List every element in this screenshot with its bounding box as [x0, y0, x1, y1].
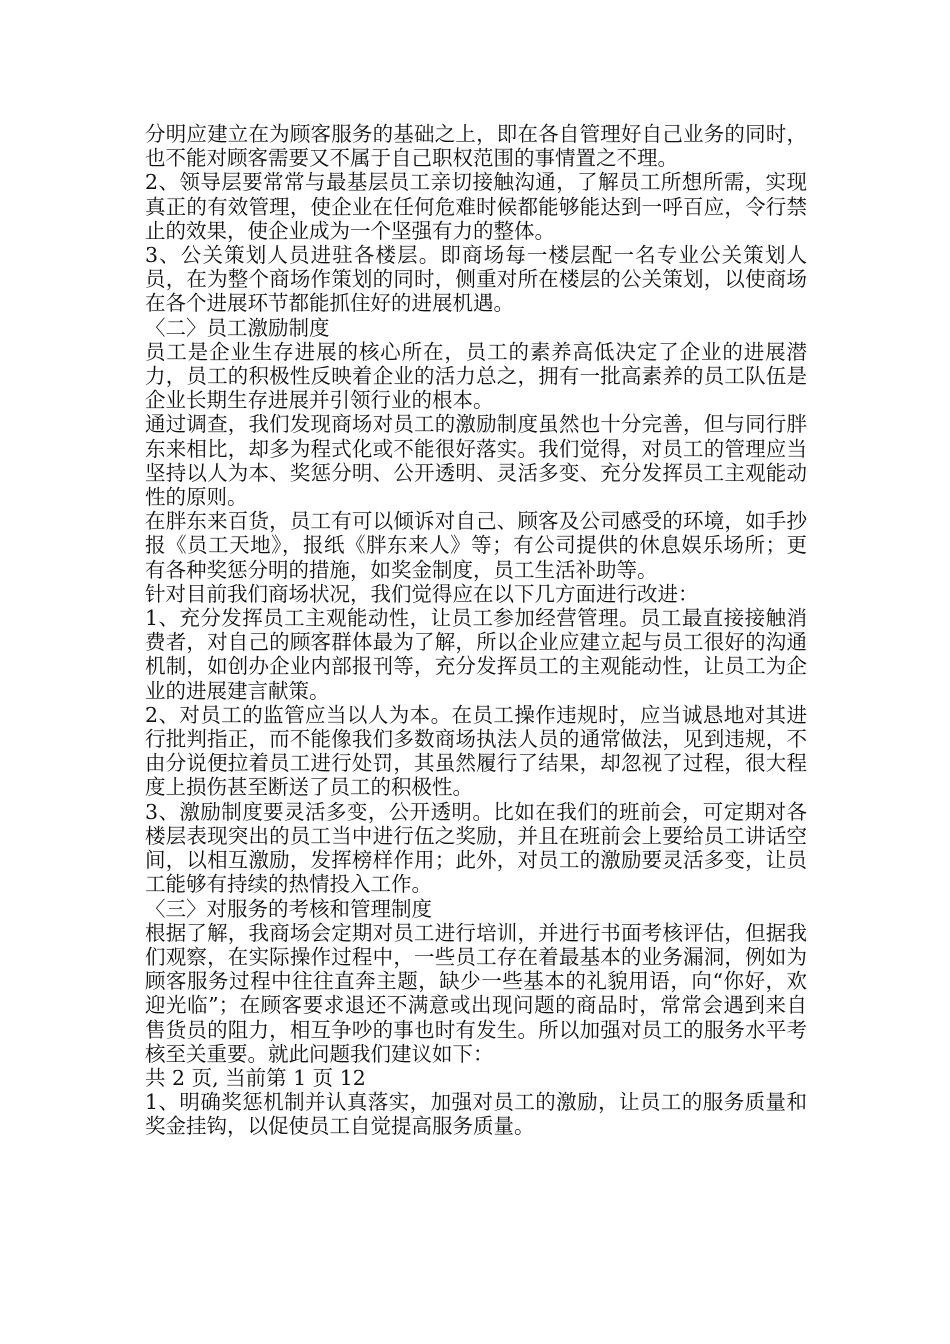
paragraph: 1、明确奖惩机制并认真落实，加强对员工的激励，让员工的服务质量和奖金挂钩，以促使员工自觉提高服务质量。	[145, 1090, 807, 1139]
page-indicator: 共 2 页, 当前第 1 页 12	[145, 1065, 366, 1090]
paragraph: 3、激励制度要灵活多变，公开透明。比如在我们的班前会，可定期对各楼层表现突出的员工当中进行伍之奖励，并且在班前会上要给员工讲话空间，以相互激励，发挥榜样作用；此外，对员工的激励要灵活多变，让员工能够有持续的热情投入工作。	[145, 799, 807, 897]
paragraph: 分明应建立在为顾客服务的基础之上，即在各自管理好自己业务的同时，也不能对顾客需要又不属于自己职权范围的事情置之不理。	[145, 122, 807, 171]
paragraph: 2、领导层要常常与最基层员工亲切接触沟通，了解员工所想所需，实现真正的有效管理，使企业在任何危难时候都能够能达到一呼百应，令行禁止的效果，使企业成为一个坚强有力的整体。	[145, 170, 807, 243]
paragraph: 员工是企业生存进展的核心所在，员工的素养高低决定了企业的进展潜力，员工的积极性反映着企业的活力总之，拥有一批高素养的员工队伍是企业长期生存进展并引领行业的根本。	[145, 339, 807, 413]
paragraph: 在胖东来百货，员工有可以倾诉对自己、顾客及公司感受的环境，如手抄报《员工天地》，报纸《胖东来人》等；有公司提供的休息娱乐场所；更有各种奖惩分明的措施，如奖金制度，员工生活补助等。	[145, 509, 807, 582]
paragraph: 2、对员工的监管应当以人为本。在员工操作违规时，应当诚恳地对其进行批判指正，而不能像我们多数商场执法人员的通常做法，见到违规，不由分说便拉着员工进行处罚，其虽然履行了结果，却忽视了过程，很大程度上损伤甚至断送了员工的积极性。	[145, 702, 807, 800]
section-heading: 〈二〉员工激励制度	[145, 315, 330, 340]
paragraph: 针对目前我们商场状况，我们觉得应在以下几方面进行改进：	[145, 581, 699, 606]
paragraph: 根据了解，我商场会定期对员工进行培训，并进行书面考核评估，但据我们观察，在实际操作过程中，一些员工存在着最基本的业务漏洞，例如为顾客服务过程中往往直奔主题，缺少一些基本的礼貌用语，向“你好，欢迎光临”；在顾客要求退还不满意或出现问题的商品时，常常会遇到来自售货员的阻力，相互争吵的事也时有发生。所以加强对员工的服务水平考核至关重要。就此问题我们建议如下：	[145, 920, 807, 1066]
paragraph: 通过调查，我们发现商场对员工的激励制度虽然也十分完善，但与同行胖东来相比，却多为程式化或不能很好落实。我们觉得，对员工的管理应当坚持以人为本、奖惩分明、公开透明、灵活多变、充分发挥员工主观能动性的原则。	[145, 412, 807, 510]
section-heading: 〈三〉对服务的考核和管理制度	[145, 896, 432, 921]
paragraph: 1、充分发挥员工主观能动性，让员工参加经营管理。员工最直接接触消费者，对自己的顾客群体最为了解，所以企业应建立起与员工很好的沟通机制，如创办企业内部报刊等，充分发挥员工的主观能动性，让员工为企业的进展建言献策。	[145, 606, 807, 703]
paragraph: 3、公关策划人员进驻各楼层。即商场每一楼层配一名专业公关策划人员，在为整个商场作策划的同时，侧重对所在楼层的公关策划，以使商场在各个进展环节都能抓住好的进展机遇。	[145, 243, 807, 316]
document-body	[145, 122, 807, 1139]
